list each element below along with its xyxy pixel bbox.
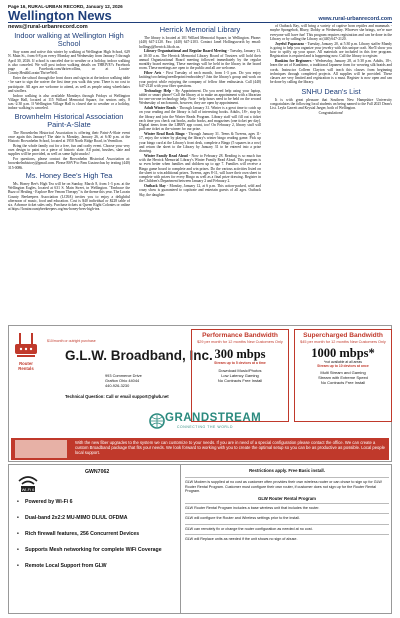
rental-terms — [185, 467, 389, 545]
event-name: Library Organizational and Regular Board Meeting — [144, 49, 227, 54]
event-name: Bunkins for Beginners — [275, 59, 312, 63]
wifi6-icon — [17, 473, 39, 493]
event-name: Adult Winter Reads — [144, 106, 176, 110]
broadband-ad — [8, 325, 392, 462]
article-paragraph — [139, 184, 261, 197]
terms-paragraph: GLW Modem is supplied at no cost as customer often provides their own wireless router or can chose to sign up for GLW Router Rental Program. Customer must configure their own router, if customer does not sign up for the Router Rental Program. — [185, 477, 389, 493]
news-email-link[interactable]: news@rural-urbanrecord.com — [8, 24, 88, 30]
newspaper-page — [8, 4, 392, 614]
section-title: Wellington News — [8, 8, 112, 23]
event-text: - By Appointment. Do you need help using your laptop, tablet or smart phone? Call the library at to make an appointment with a librarian for one-on-one technology help. Note - help hours need to be held on the second Wednesday of each month, however, they are open by appointment. — [139, 88, 261, 106]
event-text: - Through January 31. Winter is a great time to catch up on your reading and the library is full of interesting books. Adults, 18+, stop by the library and join the Winter Reads Program. Library staff will fill out a ticket each time you check out books, audio books, and magazines (one ticket per day). Digital items from the LIBBY app count, too! On February 2, library staff will pull one ticket as the winner for our prize. — [139, 106, 261, 132]
plan-note: *not available at all areas — [324, 359, 362, 364]
plan-speed: 300 mbps — [214, 346, 266, 361]
plan-price: $45 per month for 12 months New Customers Only — [300, 340, 386, 344]
headline-indoor-walking: Indoor walking at Wellington High School — [14, 31, 124, 48]
masthead — [8, 10, 392, 23]
event-name: Winter Read Book Bingo — [144, 132, 185, 136]
headline-deans-list: SNHU Dean's List — [301, 86, 361, 96]
event-text: - Wednesday, January 28, at 5:30 p.m. Adults, 18+, learn the art of Kunihimo, a traditional Japanese form for weaving silk braids and cords. Instructor Colleen Clayton will teach this classes from beginning techniques through completed projects. All supplies will be provided. These classes are very limited and registration is a must. Register is now open and can be done by calling the library. — [270, 59, 392, 85]
plan-title: Supercharged Bandwidth — [303, 332, 383, 339]
grandstream-name: GRANDSTREAM — [165, 412, 262, 424]
router-model: GWN7062 — [85, 469, 110, 475]
article-paragraph — [139, 89, 261, 106]
article-paragraph: It is with great pleasure that Southern New Hampshire University congratulates the following local students on being named to the Fall 2025 Dean's List. Leyla Garrett and Krystal Jaeger, both of Wellington. — [270, 97, 392, 110]
article-paragraph — [139, 132, 261, 153]
router-icon — [13, 330, 39, 360]
article-paragraph — [139, 106, 261, 132]
event-name: Joyeful Paparazzo — [275, 41, 305, 46]
article-paragraph — [270, 42, 392, 59]
article-paragraph: For questions, please contact the Brownhelm Historical Association at: brownhelmhistory@gmail.com. Please RSVP to Pam Gustavchus by texting (440) 315-0086. — [8, 157, 130, 170]
column-3 — [270, 24, 392, 116]
plan-price: $29 per month for 12 months New Customers Only — [197, 340, 283, 344]
router-features-panel — [9, 465, 181, 613]
terms-paragraph: GLW will Replace units as needed if the unit shows no sign of abuse. — [185, 534, 389, 541]
column-1 — [8, 24, 130, 212]
event-text: - Tuesday, January 20, at 5:30 p.m. Library staffer Mandy is going to help you organize your jewelry with this unique craft. She'll show you how to spiffy up your space. All materials are included in this free program. Registration is required and is happening now. Call the library to register. — [270, 41, 392, 59]
restrictions-heading: Restrictions apply. Free Basic install. — [249, 468, 325, 473]
list-item: • Rich firewall features, 256 Concurrent Devices — [15, 531, 175, 537]
article-paragraph — [270, 59, 392, 85]
plan-sub: Stream up to 5 devices at a time — [214, 360, 266, 365]
list-item: • Supports Mesh networking for complete WiFi Coverage — [15, 547, 175, 553]
article-paragraph: Indoor walking is also available Mondays through Fridays at Wellington Village Hall, located at 115 Willard Memorial Square, for seniors only, 8 a.m.-2:30 p.m. If Wellington Village Hall is closed due to weather or a holiday, indoor walking is canceled. — [8, 93, 130, 111]
page-line: Page 16, RURAL-URBAN RECORD, January 12, 2026 — [8, 4, 123, 9]
event-text: - Tuesday, January 13, at 10:30 a.m. The Herrick Memorial Library Board of Trustees will hold their annual Organizational Board meeting followed immediately by the regular monthly board meeting. These meetings will be held in the library in the board room. These meetings are open to the public and all are welcome. — [139, 49, 261, 71]
article-paragraph: Stay warm and active this winter by walking at Wellington High School, 629 N. Main St., from 6-8 p.m every Monday and Wednesday from January 5 through April 30, 2026. If school is canceled due to weather or a holiday, indoor walking is also canceled. We will post indoor walking details on THRIVE!'s Facebook page at Facebook.com/thrivecollins, or at Lorain-County.HealthLorain/ThriveWell. — [8, 50, 130, 76]
article-paragraph — [139, 154, 261, 184]
router-ad — [8, 464, 392, 614]
article-paragraph: Congratulations! — [318, 110, 344, 115]
article-paragraph — [139, 49, 261, 70]
event-name: Technology Help — [144, 88, 172, 93]
headline-paint-a-slate: Brownhelm Historical Association Paint-A-Slate — [14, 111, 124, 129]
plan-title: Performance Bandwidth — [202, 332, 278, 339]
plan-speed: 1000 mbps* — [311, 345, 375, 360]
feature-list — [15, 499, 175, 579]
event-text: - First Tuesday of each month, from 1-3 p.m. Do you enjoy knitting/crocheting/needlepoint/embroidery? Join the library's group and work on your project while enjoying the company of fellow fiber enthusiasts. Call (440) 647-2120 with your fiber questions. — [139, 71, 261, 88]
article-paragraph: Bring the whole family out for a free, fun and crafty event. Choose your very own design to paint on a piece of historic slate. All paint, brushes, slate and supplies will be provided, as well as some light snacks! — [8, 143, 130, 157]
router-price: $10/month or outright purchase — [47, 339, 96, 343]
router-rentals-label: Router Rentals — [18, 361, 34, 371]
event-text: - Through January 31. Teens & Tweens, ages 11-17, enjoy the winter by playing the library's winter bingo reading game. Pick up your bingo card at the Library's front desk, complete a Bingo (5 squares in a row) and return the sheet to the Library by January 31 to be entered into a prize drawing. — [139, 132, 261, 153]
article-columns — [8, 24, 392, 324]
fiber-badge-image — [15, 440, 67, 458]
column-2 — [139, 24, 261, 197]
article-paragraph: of Outback Ray, will bring a variety of captive born reptiles and mammals - maybe Spongebob, Bluey, Dobby or Wednesday. Whoever she brings, we're sure everyone will have fun! This program requires registration and can be done in the Library or by calling the Library at (440) 647-2120. — [270, 24, 392, 41]
event-name: Winter Family Read Aloud — [144, 153, 188, 158]
rental-program-heading: GLW Router Rental Program — [257, 495, 316, 501]
article-paragraph — [139, 71, 261, 88]
article-paragraph: The Brownhelm Historical Association is offering their Paint-A-Slate event once again this January! The date is Monday, January 26, at 6:30 p.m. at the Historic Brownhelm School, located at 1950 North Ridge Road, in Vermilion. — [8, 130, 130, 143]
fiber-upgrade-note: With the new fiber upgrades to the system we can customize to your needs. If you are in need of a special configuration please contact the office. We can create a custom Broadband package that fits your needs. We look forward to working with you to create the optimal setup so you can be as productive as possible. Local people local support. — [11, 438, 389, 460]
event-name: Outback Slay — [144, 184, 166, 188]
terms-paragraph: GLW Router Rental Program includes a base wireless unit that includes the router. — [185, 503, 389, 510]
grandstream-tagline: CONNECTING THE WORLD — [177, 425, 234, 429]
list-item: • Powered by Wi-Fi 6 — [15, 499, 175, 505]
article-paragraph: Ms. Honey Bee's High Tea will be on Sunday, March 8, from 1-3 p.m. at the Wellington Eagles, located at 631 S. Main Street, in Wellington. "Embrace the Buzz of Healing - Explore Bee Venom Therapy" is the theme this year. The Lorain County Beekeepers Association (LCBA) invites you to enjoy a delightful afternoon of music, food and education. Cost is $40 individual or $228 table of six. Advance ticket sales only. Purchase tickets at Queen Right Colonies or online at https://loraincountybeekeepers.org/ms-honey-bees-high-tea. — [8, 181, 130, 212]
event-name: Fiber Arts — [144, 71, 162, 75]
company-phone: 440-926-3230 — [105, 383, 130, 388]
terms-paragraph: GLW will configure the Router and Wireless settings prior to the install. — [185, 513, 389, 520]
tech-support-line: Technical Question: Call or email support@glwb.net — [65, 394, 169, 399]
terms-paragraph: GLW can remotely fix or change the router configuration as needed at no cost. — [185, 524, 389, 531]
article-paragraph: The library is located at 101 Willard Memorial Square, in Wellington. Phone: (440) 647-2120. Fax: (440) 647-2103. Contact Janel Hollingsworth by email: hollingsj@herrick.lib.oh.us. — [139, 36, 261, 49]
list-item: • Remote Local Support from GLW — [15, 563, 175, 569]
headline-herrick-library: Herrick Memorial Library — [159, 25, 241, 34]
website-link[interactable]: www.rural-urbanrecord.com — [318, 16, 392, 22]
plan-sub: Stream up to 10 devices at once — [317, 363, 369, 368]
event-text: - Monday, January 12, at 6 p.m. This action-packed, wild and crazy show is guaranteed to captivate and entertain guests of all ages. Outback Sky, the daughter — [139, 184, 261, 197]
company-address: 993 Commerce Drive Grafton Ohio 44044 440-926-3230 — [105, 373, 142, 388]
performance-plan: Performance Bandwidth $29 per month for 12 months New Customers Only 300 mbps Stream up to 5 devices at a time Download Music/Photos Low Latency Gaming No Contracts Free Install — [191, 329, 289, 422]
headline-high-tea: Ms. Honey Bee's High Tea — [25, 170, 113, 180]
supercharged-plan: Supercharged Bandwidth $45 per month for 12 months New Customers Only 1000 mbps* *not available at all areas Stream up to 10 devices at once Multi Stream and Gaming Stream with Extreme Speed No Contracts Free Install — [294, 329, 392, 422]
event-text: - Now to February 28. Reading is so much fun with the Herrick Memorial Library's Winter Family Read Aloud. This program is so even better when families and children up to age 7. Families will receive a Bingo game board to complete and win prizes. Do the various activities listed on the sheet to win additional prizes. Tweens, ages 8-11, will have their own sheet to complete with prizes for every Bingo as well as a final prize drawing. Register in the Children's Department between January 2 and February 2. — [139, 153, 261, 184]
wifi6-label: Wi-Fi 6 — [21, 487, 35, 492]
article-paragraph: Enter the school through the front doors and sign in at the indoor walking table - be sure to sign the waiver the first time you walk this year. There is no cost to participate. All ages are welcome to attend, as well as people using wheelchairs and strollers. — [8, 76, 130, 93]
list-item: • Dual-band 2x2:2 MU-MIMO DL/UL OFDMA — [15, 515, 175, 521]
company-name: G.L.W. Broadband, Inc. — [65, 348, 213, 363]
